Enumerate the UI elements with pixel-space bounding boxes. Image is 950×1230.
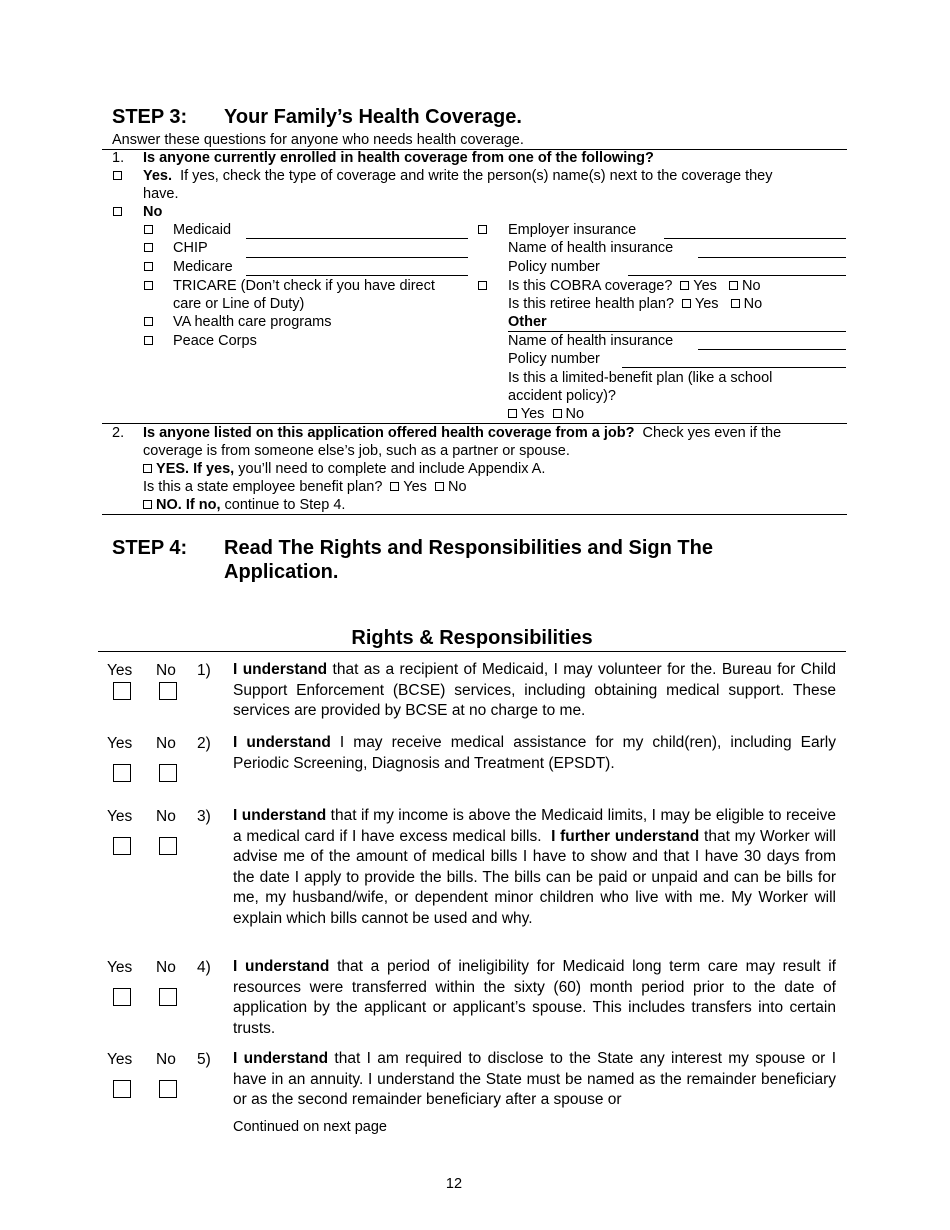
employer-insurance-name-line[interactable]: [698, 257, 846, 258]
state-plan-no-checkbox[interactable]: [435, 482, 444, 491]
chip-name-line[interactable]: [246, 257, 468, 258]
limited-no-label: No: [565, 406, 585, 422]
item3-yes-checkbox[interactable]: [113, 837, 131, 855]
state-plan-yes-label: Yes: [403, 479, 427, 495]
q1-yes-desc: If yes, check the type of coverage and write the person(s) name(s) next to the coverage they: [180, 168, 773, 184]
item5-yes-checkbox[interactable]: [113, 1080, 131, 1098]
state-plan-yes-checkbox[interactable]: [390, 482, 399, 491]
other-policy-label: Policy number: [508, 351, 600, 367]
retiree-no-label: No: [743, 296, 763, 312]
step4-title-line2: Application.: [224, 561, 339, 583]
q2-question-tail: Check yes even if the: [642, 425, 782, 441]
divider: [102, 514, 847, 515]
item2-no-label: No: [156, 735, 176, 752]
item4-no-label: No: [156, 959, 176, 976]
item4-number: 4): [197, 959, 211, 976]
limited-answer: [508, 406, 584, 422]
item2-text: [233, 733, 836, 774]
item3-body2: that my Worker will advise me of the amount of medical bills I have to show and that I have 30 days from the date I apply to provide the bills. The bills can be paid or unpaid and can be bills for me, my husband/wife, or dependent minor children who live with me. My Worker will explain which bills cannot be used and why.: [233, 827, 836, 927]
item2-lead: I understand: [233, 734, 331, 751]
q1-yes-checkbox[interactable]: [113, 171, 122, 180]
employer-label: Employer insurance: [508, 222, 637, 238]
q1-yes-text2: have.: [143, 186, 179, 202]
item3-no-checkbox[interactable]: [159, 837, 177, 855]
q1-no-label: No: [143, 204, 163, 220]
other-checkbox[interactable]: [478, 281, 487, 290]
step3-title: Your Family’s Health Coverage.: [224, 106, 522, 128]
q2-no-rest: continue to Step 4.: [224, 497, 346, 513]
employer-policy-line[interactable]: [628, 275, 846, 276]
retiree-label: Is this retiree health plan?: [508, 296, 675, 312]
item5-body: that I am required to disclose to the State any interest my spouse or I have in an annuity. I understand the State must be named as the remainder beneficiary or as the second remainder beneficiary after a spouse or: [233, 1050, 837, 1108]
item1-lead: I understand: [233, 661, 328, 678]
option-medicare: Medicare: [173, 259, 233, 275]
limited-yes-label: Yes: [520, 406, 545, 422]
employer-name-line[interactable]: [664, 238, 846, 239]
state-plan-no-label: No: [448, 479, 467, 495]
employer-policy-label: Policy number: [508, 259, 600, 275]
medicare-checkbox[interactable]: [144, 262, 153, 271]
q1-yes-label: Yes.: [143, 168, 173, 184]
option-medicaid: Medicaid: [173, 222, 232, 238]
step4-title-line1: Read The Rights and Responsibilities and Sign The: [224, 537, 713, 559]
cobra-yes-checkbox[interactable]: [680, 281, 689, 290]
limited-yes-checkbox[interactable]: [508, 409, 517, 418]
q2-no-line: [143, 497, 345, 513]
item3-lead: I understand: [233, 807, 327, 824]
item2-yes-checkbox[interactable]: [113, 764, 131, 782]
medicaid-name-line[interactable]: [246, 238, 468, 239]
va-checkbox[interactable]: [144, 317, 153, 326]
rights-divider: [98, 651, 846, 652]
q2-yes-rest: you’ll need to complete and include Appendix A.: [238, 461, 546, 477]
item3-yes-label: Yes: [107, 808, 133, 825]
item1-body: that as a recipient of Medicaid, I may volunteer for the. Bureau for Child Support Enforcement (BCSE) services, including obtaining medical support. These services are provided by BCSE at no charge to me.: [233, 661, 837, 719]
item3-body: that if my income is above the Medicaid limits, I may be eligible to receive a medical card if I have excess medical bills.: [233, 807, 836, 845]
page-number: 12: [445, 1176, 463, 1192]
item2-number: 2): [197, 735, 211, 752]
limited-no-checkbox[interactable]: [553, 409, 562, 418]
item5-yes-label: Yes: [107, 1051, 133, 1068]
item2-yes-label: Yes: [107, 735, 133, 752]
q2-yes-checkbox[interactable]: [143, 464, 152, 473]
tricare-checkbox[interactable]: [144, 281, 153, 290]
item1-no-label: No: [156, 662, 176, 679]
state-plan-label: Is this a state employee benefit plan?: [143, 479, 383, 495]
q2-no-checkbox[interactable]: [143, 500, 152, 509]
medicaid-checkbox[interactable]: [144, 225, 153, 234]
item1-number: 1): [197, 662, 211, 679]
other-name-line[interactable]: [698, 349, 846, 350]
item4-lead: I understand: [233, 958, 330, 975]
q2-line2: coverage is from someone else’s job, such as a partner or spouse.: [143, 443, 570, 459]
employer-insurance-name-label: Name of health insurance: [508, 240, 674, 256]
option-tricare: TRICARE (Don’t check if you have direct: [173, 278, 435, 294]
item4-yes-checkbox[interactable]: [113, 988, 131, 1006]
q2-number: 2.: [112, 425, 125, 441]
q2-state-plan-line: [143, 479, 467, 495]
option-chip: CHIP: [173, 240, 208, 256]
q1-yes-text: [143, 168, 833, 184]
step3-label: STEP 3:: [112, 106, 188, 128]
other-name-label: Name of health insurance: [508, 333, 674, 349]
item3-text: [233, 806, 836, 929]
item3-lead2: I further understand: [551, 827, 700, 845]
item4-text: [233, 957, 836, 1039]
employer-checkbox[interactable]: [478, 225, 487, 234]
option-tricare-cont: care or Line of Duty): [173, 296, 305, 312]
other-divider: [508, 331, 846, 332]
item5-no-label: No: [156, 1051, 176, 1068]
option-va: VA health care programs: [173, 314, 332, 330]
q2-yes-line: [143, 461, 545, 477]
other-label: Other: [508, 314, 547, 330]
item5-lead: I understand: [233, 1050, 329, 1067]
item1-yes-label: Yes: [107, 662, 133, 679]
item5-text: [233, 1049, 836, 1111]
step3-intro: Answer these questions for anyone who needs health coverage.: [112, 132, 524, 148]
q1-number: 1.: [112, 150, 125, 166]
item3-no-label: No: [156, 808, 176, 825]
limited-line2: accident policy)?: [508, 388, 616, 404]
q2-no-bold: NO. If no,: [156, 497, 221, 513]
cobra-no-checkbox[interactable]: [729, 281, 738, 290]
retiree-yes-label: Yes: [694, 296, 719, 312]
q1-no-checkbox[interactable]: [113, 207, 122, 216]
item1-text: [233, 660, 836, 722]
item4-yes-label: Yes: [107, 959, 133, 976]
retiree-no-checkbox[interactable]: [731, 299, 740, 308]
item5-number: 5): [197, 1051, 211, 1068]
option-peace-corps: Peace Corps: [173, 333, 257, 349]
item2-no-checkbox[interactable]: [159, 764, 177, 782]
item3-number: 3): [197, 808, 211, 825]
step4-label: STEP 4:: [112, 537, 188, 559]
limited-line1: Is this a limited-benefit plan (like a school: [508, 370, 773, 386]
q2-question: Is anyone listed on this application offered health coverage from a job?: [143, 425, 635, 441]
item1-no-checkbox[interactable]: [159, 682, 177, 700]
retiree-yes-checkbox[interactable]: [682, 299, 691, 308]
cobra-label: Is this COBRA coverage?: [508, 278, 673, 294]
item2-body: I may receive medical assistance for my child(ren), including Early Periodic Screening, Diagnosis and Treatment (EPSDT).: [233, 734, 836, 772]
item5-no-checkbox[interactable]: [159, 1080, 177, 1098]
chip-checkbox[interactable]: [144, 243, 153, 252]
item4-no-checkbox[interactable]: [159, 988, 177, 1006]
cobra-no-label: No: [742, 278, 761, 294]
continued-note: Continued on next page: [233, 1119, 387, 1135]
q2-question-line: [143, 425, 781, 441]
retiree-question: [508, 296, 762, 312]
other-policy-line[interactable]: [622, 367, 846, 368]
divider: [102, 423, 847, 424]
q2-yes-bold: YES. If yes,: [156, 461, 235, 477]
cobra-yes-label: Yes: [693, 278, 717, 294]
peace-corps-checkbox[interactable]: [144, 336, 153, 345]
q1-question: Is anyone currently enrolled in health coverage from one of the following?: [143, 150, 654, 166]
item4-body: that a period of ineligibility for Medicaid long term care may result if resources were transferred within the sixty (60) month period prior to the date of application by the applicant or applicant’s spouse. This includes transfers into certain trusts.: [233, 958, 836, 1037]
medicare-name-line[interactable]: [246, 275, 468, 276]
item1-yes-checkbox[interactable]: [113, 682, 131, 700]
rights-heading: Rights & Responsibilities: [351, 627, 593, 649]
cobra-question: [508, 278, 761, 294]
